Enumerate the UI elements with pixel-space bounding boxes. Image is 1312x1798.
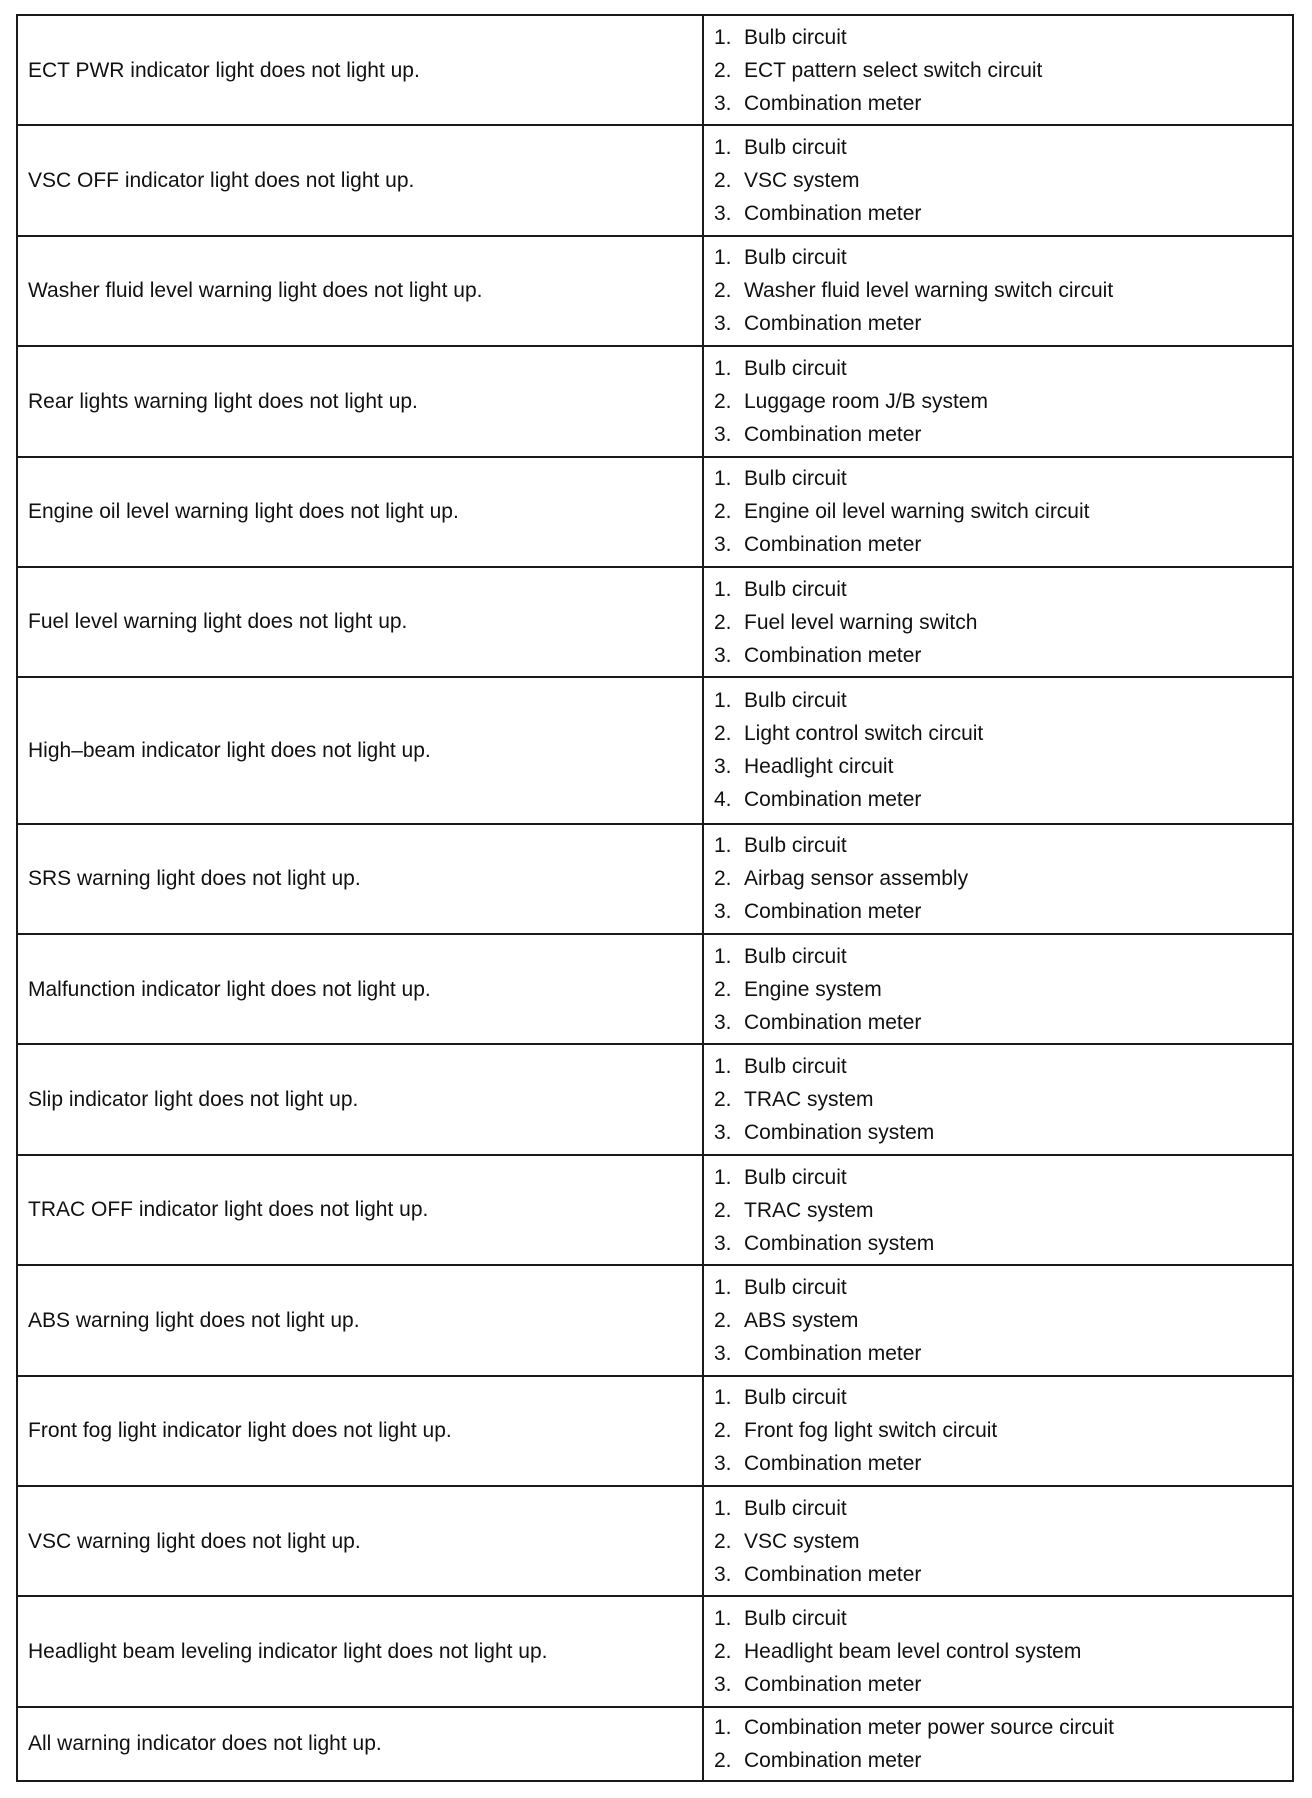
table-row <box>17 677 1293 823</box>
cause-number: 3. <box>714 202 732 226</box>
cause-number: 1. <box>714 944 732 968</box>
cause-number: 2. <box>714 169 732 193</box>
cause-text: Airbag sensor assembly <box>744 867 969 891</box>
cause-text: Bulb circuit <box>744 944 847 968</box>
cause-item <box>714 1304 1292 1337</box>
symptom-cell: TRAC OFF indicator light does not light up. <box>17 1155 703 1265</box>
cause-number: 1. <box>714 1055 732 1079</box>
cause-text: Combination meter <box>744 91 922 115</box>
cause-text: VSC system <box>744 1529 860 1553</box>
symptom-cell: Rear lights warning light does not light up. <box>17 346 703 456</box>
symptom-cell: Slip indicator light does not light up. <box>17 1044 703 1154</box>
table-row <box>17 1486 1293 1596</box>
symptom-cell: Engine oil level warning light does not light up. <box>17 457 703 567</box>
cause-text: Combination meter <box>744 1341 922 1365</box>
cause-text: Combination meter <box>744 1673 922 1696</box>
cause-text: Combination meter <box>744 900 922 924</box>
cause-item <box>714 1271 1292 1304</box>
symptom-cell: ABS warning light does not light up. <box>17 1265 703 1375</box>
cause-number: 1. <box>714 1386 732 1410</box>
causes-cell <box>703 125 1293 235</box>
cause-number: 2. <box>714 610 732 634</box>
cause-text: Bulb circuit <box>744 1275 847 1299</box>
cause-item <box>714 862 1292 895</box>
symptom-cell: ECT PWR indicator light does not light up. <box>17 15 703 125</box>
cause-text: Combination meter <box>744 533 922 557</box>
table-row <box>17 1265 1293 1375</box>
causes-cell <box>703 1155 1293 1265</box>
cause-item <box>714 352 1292 385</box>
causes-cell <box>703 567 1293 677</box>
cause-number: 1. <box>714 1715 732 1739</box>
cause-item <box>714 307 1292 340</box>
symptom-cell: Fuel level warning light does not light up. <box>17 567 703 677</box>
symptom-cell: SRS warning light does not light up. <box>17 824 703 934</box>
causes-cell <box>703 1265 1293 1375</box>
cause-number: 3. <box>714 1010 732 1034</box>
cause-number: 1. <box>714 577 732 601</box>
table-row <box>17 1596 1293 1706</box>
cause-item <box>714 418 1292 451</box>
cause-text: Bulb circuit <box>744 25 847 49</box>
causes-cell <box>703 1486 1293 1596</box>
cause-number: 1. <box>714 136 732 160</box>
cause-item <box>714 1602 1292 1635</box>
symptom-cell: All warning indicator does not light up. <box>17 1707 703 1781</box>
cause-text: Luggage room J/B system <box>744 389 988 413</box>
table-row <box>17 1707 1293 1781</box>
table-row <box>17 1044 1293 1154</box>
table-row <box>17 346 1293 456</box>
cause-number: 1. <box>714 467 732 491</box>
cause-item <box>714 895 1292 928</box>
cause-number: 3. <box>714 1673 732 1696</box>
cause-number: 2. <box>714 1419 732 1443</box>
cause-number: 2. <box>714 500 732 524</box>
cause-number: 1. <box>714 834 732 858</box>
cause-text: TRAC system <box>744 1198 874 1222</box>
cause-number: 3. <box>714 643 732 667</box>
cause-text: Combination meter <box>744 202 922 226</box>
cause-number: 3. <box>714 1562 732 1586</box>
cause-item <box>714 783 1292 816</box>
cause-item <box>714 1711 1292 1744</box>
cause-item <box>714 385 1292 418</box>
cause-text: Bulb circuit <box>744 467 847 491</box>
cause-number: 2. <box>714 1198 732 1222</box>
causes-cell <box>703 346 1293 456</box>
table-row <box>17 457 1293 567</box>
cause-item <box>714 717 1292 750</box>
cause-item <box>714 131 1292 164</box>
causes-cell <box>703 1596 1293 1706</box>
cause-number: 2. <box>714 1308 732 1332</box>
cause-item <box>714 1414 1292 1447</box>
cause-text: Combination system <box>744 1231 935 1255</box>
cause-text: ECT pattern select switch circuit <box>744 58 1043 82</box>
cause-item <box>714 21 1292 54</box>
cause-item <box>714 54 1292 87</box>
cause-number: 3. <box>714 1341 732 1365</box>
cause-item <box>714 940 1292 973</box>
cause-item <box>714 606 1292 639</box>
table-row <box>17 125 1293 235</box>
cause-item <box>714 241 1292 274</box>
table-row <box>17 567 1293 677</box>
cause-item <box>714 750 1292 783</box>
cause-item <box>714 1227 1292 1260</box>
symptom-cell: High–beam indicator light does not light up. <box>17 677 703 823</box>
cause-item <box>714 1337 1292 1370</box>
cause-number: 2. <box>714 279 732 303</box>
cause-item <box>714 1194 1292 1227</box>
cause-number: 1. <box>714 25 732 49</box>
cause-number: 3. <box>714 422 732 446</box>
table-row <box>17 1376 1293 1486</box>
cause-text: Combination meter <box>744 1748 922 1772</box>
cause-number: 3. <box>714 1452 732 1476</box>
cause-item <box>714 1381 1292 1414</box>
cause-item <box>714 274 1292 307</box>
cause-text: Bulb circuit <box>744 136 847 160</box>
cause-item <box>714 1116 1292 1149</box>
table-row <box>17 824 1293 934</box>
troubleshooting-table-container <box>16 14 1294 1782</box>
cause-text: Combination meter <box>744 643 922 667</box>
cause-item <box>714 462 1292 495</box>
cause-text: Combination meter <box>744 1010 922 1034</box>
cause-text: Headlight circuit <box>744 755 894 779</box>
cause-item <box>714 87 1292 120</box>
cause-item <box>714 1744 1292 1777</box>
symptom-cell: VSC OFF indicator light does not light up. <box>17 125 703 235</box>
cause-text: Fuel level warning switch <box>744 610 978 634</box>
cause-number: 2. <box>714 389 732 413</box>
cause-item <box>714 1492 1292 1525</box>
cause-number: 1. <box>714 1607 732 1630</box>
cause-text: Washer fluid level warning switch circuit <box>744 279 1114 303</box>
cause-number: 2. <box>714 58 732 82</box>
cause-text: ABS system <box>744 1308 859 1332</box>
cause-text: TRAC system <box>744 1088 874 1112</box>
cause-number: 3. <box>714 1121 732 1145</box>
cause-number: 3. <box>714 312 732 336</box>
cause-item <box>714 639 1292 672</box>
cause-text: Headlight beam level control system <box>744 1640 1082 1663</box>
troubleshooting-table <box>16 14 1294 1782</box>
cause-number: 2. <box>714 1088 732 1112</box>
symptom-cell: Washer fluid level warning light does not light up. <box>17 236 703 346</box>
cause-number: 2. <box>714 867 732 891</box>
cause-number: 3. <box>714 1231 732 1255</box>
symptom-cell: VSC warning light does not light up. <box>17 1486 703 1596</box>
cause-item <box>714 1668 1292 1701</box>
cause-text: VSC system <box>744 169 860 193</box>
causes-cell <box>703 1376 1293 1486</box>
cause-number: 3. <box>714 91 732 115</box>
cause-text: Combination meter <box>744 1562 922 1586</box>
table-row <box>17 236 1293 346</box>
cause-text: Combination meter <box>744 422 922 446</box>
cause-text: Bulb circuit <box>744 1607 847 1630</box>
cause-text: Combination meter <box>744 312 922 336</box>
cause-number: 1. <box>714 1275 732 1299</box>
cause-item <box>714 1050 1292 1083</box>
cause-text: Bulb circuit <box>744 246 847 270</box>
cause-number: 2. <box>714 1640 732 1663</box>
causes-cell <box>703 457 1293 567</box>
cause-text: Front fog light switch circuit <box>744 1419 998 1443</box>
cause-text: Bulb circuit <box>744 577 847 601</box>
table-row <box>17 1155 1293 1265</box>
cause-item <box>714 1635 1292 1668</box>
cause-item <box>714 495 1292 528</box>
symptom-cell: Front fog light indicator light does not light up. <box>17 1376 703 1486</box>
cause-number: 4. <box>714 788 732 812</box>
cause-number: 1. <box>714 1165 732 1189</box>
cause-item <box>714 829 1292 862</box>
cause-text: Combination system <box>744 1121 935 1145</box>
cause-text: Combination meter <box>744 1452 922 1476</box>
causes-cell <box>703 15 1293 125</box>
cause-item <box>714 684 1292 717</box>
cause-text: Combination meter <box>744 788 922 812</box>
table-row <box>17 15 1293 125</box>
cause-item <box>714 1447 1292 1480</box>
cause-text: Bulb circuit <box>744 834 847 858</box>
cause-item <box>714 164 1292 197</box>
causes-cell <box>703 677 1293 823</box>
cause-text: Bulb circuit <box>744 1386 847 1410</box>
causes-cell <box>703 934 1293 1044</box>
symptom-cell: Malfunction indicator light does not light up. <box>17 934 703 1044</box>
table-body <box>17 15 1293 1781</box>
cause-item <box>714 197 1292 230</box>
cause-number: 1. <box>714 246 732 270</box>
cause-number: 3. <box>714 900 732 924</box>
causes-cell <box>703 1044 1293 1154</box>
causes-cell <box>703 824 1293 934</box>
cause-text: Engine oil level warning switch circuit <box>744 500 1090 524</box>
cause-text: Bulb circuit <box>744 1496 847 1520</box>
cause-number: 3. <box>714 755 732 779</box>
cause-number: 2. <box>714 722 732 746</box>
cause-text: Bulb circuit <box>744 356 847 380</box>
cause-item <box>714 528 1292 561</box>
cause-text: Engine system <box>744 977 882 1001</box>
cause-item <box>714 1525 1292 1558</box>
cause-item <box>714 1161 1292 1194</box>
cause-number: 2. <box>714 1529 732 1553</box>
cause-number: 3. <box>714 533 732 557</box>
cause-number: 1. <box>714 1496 732 1520</box>
cause-number: 1. <box>714 356 732 380</box>
symptom-cell: Headlight beam leveling indicator light does not light up. <box>17 1596 703 1706</box>
cause-number: 1. <box>714 689 732 713</box>
cause-text: Combination meter power source circuit <box>744 1715 1114 1739</box>
cause-number: 2. <box>714 1748 732 1772</box>
cause-item <box>714 1558 1292 1591</box>
cause-item <box>714 1083 1292 1116</box>
cause-text: Bulb circuit <box>744 1165 847 1189</box>
cause-text: Light control switch circuit <box>744 722 984 746</box>
table-row <box>17 934 1293 1044</box>
causes-cell <box>703 236 1293 346</box>
causes-cell <box>703 1707 1293 1781</box>
cause-number: 2. <box>714 977 732 1001</box>
cause-item <box>714 573 1292 606</box>
cause-text: Bulb circuit <box>744 1055 847 1079</box>
cause-item <box>714 973 1292 1006</box>
cause-text: Bulb circuit <box>744 689 847 713</box>
cause-item <box>714 1006 1292 1039</box>
